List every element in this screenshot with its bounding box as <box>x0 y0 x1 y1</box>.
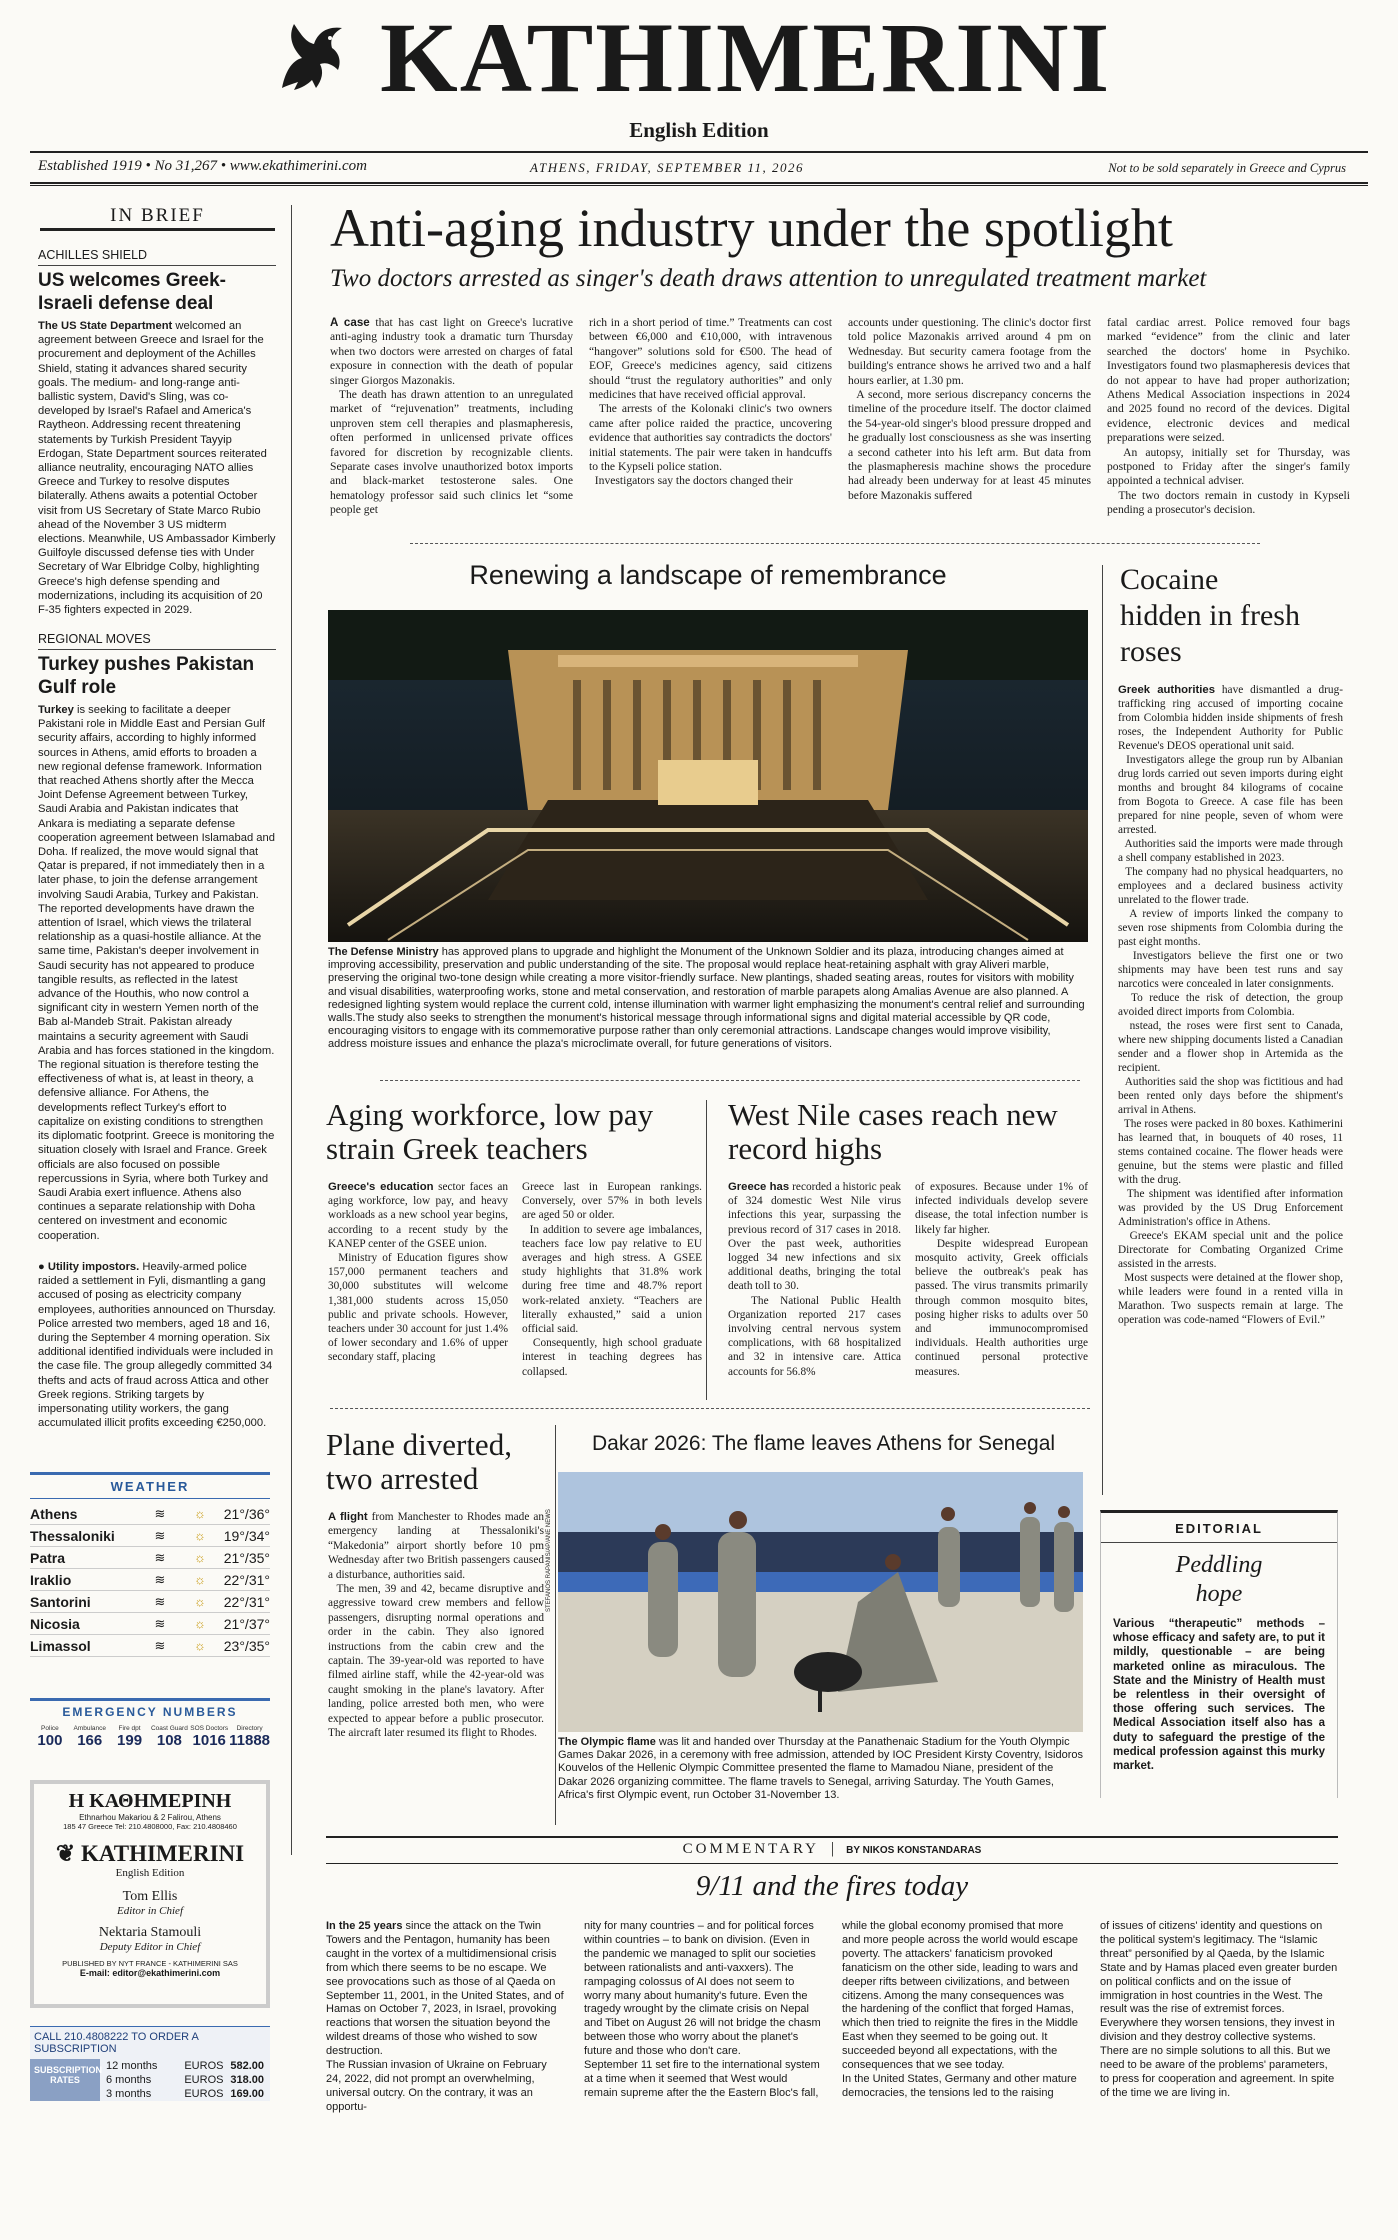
griffin-logo-icon <box>272 18 350 98</box>
weather-temp: 22°/31° <box>223 1593 270 1610</box>
emergency-label: Ambulance <box>73 1725 106 1732</box>
weather-row <box>30 1525 270 1547</box>
brief-lead: Turkey <box>38 704 74 716</box>
subscription-period: 12 months <box>106 2060 158 2072</box>
teachers-column: Greece's education sector faces an aging workforce, low pay, and heavy workloads as a new school year begins, according to a recent study by the KANEP center of the GSEE union. Ministry of Education figures show 157,000 permanent teachers and 30,000 substitutes will welcome 1,381,000 students across 15,050 public and private schools. However, teachers under 30 account for just 1.4% of lower secondary and 1.6% of upper secondary staff, placing <box>328 1181 509 1364</box>
griffin-logo-icon: ❦ <box>55 1841 76 1866</box>
westnile-column: of exposures. Because under 1% of infected individuals develop severe disease, the total infection number is likely far higher. Despite widespread European mosquito activity, Greek officials believe the outbreak's peak has passed. The virus transmits primarily through common mosquito bites, posing higher risks to adults over 50 and immunocompromised individuals. Health authorities urge continued personal protective measures. <box>915 1181 1088 1378</box>
weather-temp: 21°/37° <box>223 1615 270 1632</box>
emergency-number: 1016 <box>192 1732 226 1749</box>
emergency-number: 199 <box>117 1732 143 1749</box>
bullet-icon: ● <box>38 1261 45 1273</box>
subscription-currency: EUROS <box>184 2088 224 2100</box>
emergency-header: EMERGENCY NUMBERS <box>62 1705 238 1719</box>
emergency-item <box>30 1725 70 1749</box>
imprint-edition: English Edition <box>115 1867 185 1879</box>
westnile-headline: West Nile cases reach new record highs <box>728 1097 1058 1166</box>
editor-role: Editor in Chief <box>117 1905 183 1917</box>
teachers-body <box>328 1180 702 1379</box>
plane-body: A flight from Manchester to Rhodes made an emergency landing at Thessaloniki's “Makedonia” airport shortly before 10 pm Wednesday after two British passengers caused a disturbance, authorities said. The men, 39 and 42, became disruptive and aggressive toward crew members and fellow passengers, disrupting normal operations and order in the cabin. They also ignored instructions from the cabin crew and the captain. The 39-year-old was reported to have filmed airline staff, while the 42-year-old was caught smoking in the plane's lavatory. After landing, police arrested both men, who were expected to appear before a public prosecutor. The aircraft later resumed its flight to Rhodes. <box>328 1511 544 1740</box>
dakar-headline: Dakar 2026: The flame leaves Athens for Senegal <box>592 1432 1056 1455</box>
weather-city: Santorini <box>30 1593 91 1610</box>
imprint-address: 185 47 Greece Tel: 210.4808000, Fax: 210.4808460 <box>63 1822 237 1831</box>
brief-lead: The US State Department <box>38 320 173 332</box>
emergency-number: 166 <box>77 1732 103 1749</box>
sun-icon: ☼ <box>194 1550 206 1565</box>
commentary-column: nity for many countries – and for political forces within countries – to bank on division. (Even in the pandemic we managed to split our societies between rationalists and anti-vaxxers). The rampaging colossus of AI does not seem to worry many about humanity's future. Even the tragedy wrought by the climate crisis on Nepal and Tibet on August 26 will not bridge the chasm between those who worry about the planet's future and those who don't care. September 11 set fire to the international system at a time when it seemed that West would remain supreme after the the Eastern Bloc's fall, <box>584 1920 821 2099</box>
commentary-column: while the global economy promised that more and more people across the world would escape poverty. The attackers' fanaticism provoked fanaticism on the other side, leading to wars and deeper rifts between civilizations, and between citizens. Among the many consequences was the hardening of the conflict that forged Hamas, which then tried to reignite the fires in the Middle East when they seemed to be going out. It succeeded beyond all expectations, with the consequences that we see today. In the United States, Germany and other mature democracies, the tensions led to the raising <box>842 1920 1079 2099</box>
brief-text: is seeking to facilitate a deeper Pakistani role in Middle East and Persian Gulf security affairs, according to highly informed sources in Athens, amid efforts to broaden a new regional defense framework. Information that reached Athens shortly after the Mecca Joint Defense Agreement between Turkey, Saudi Arabia and Pakistan indicates that Ankara is mediating a separate defense cooperation agreement between Islamabad and Doha. If realized, the move would signal that Qatar is prepared, if not immediately then in a later phase, to join the defense arrangement involving Saudi Arabia, Turkey and Pakistan. The reported developments have drawn the attention of Israel, which views the trilateral relationship as a quasi-hostile alliance. At the same time, Pakistan's deeper involvement in Saudi security has not appeared to produce tangible results, as reflected in the latest advance of the Houthis, who now control a significant city in western Yemen north of the Bab al-Mandeb Strait. Pakistan already maintains a security agreement with Saudi Arabia and has forces stationed in the kingdom. The regional situation is therefore testing the effectiveness of what is, at least in theory, a defensive alliance. For Athens, the developments reflect Turkey's effort to capitalize on existing conditions to strengthen its diplomatic footprint. Greece is monitoring the situation closely with Israel and France. Greek officials are also focused on possible repercussions in Syria, where both Turkey and Saudi Arabia exert influence. Athens also continues a separate relationship with Doha centered on investment and economic cooperation. <box>38 704 275 1242</box>
deputy-name: Nektaria Stamouli <box>98 1925 202 1940</box>
wind-icon: ≋ <box>154 1527 166 1543</box>
dakar-photo <box>546 1472 1083 1732</box>
sun-icon: ☼ <box>194 1528 206 1543</box>
subscription-header: CALL 210.4808222 TO ORDER A SUBSCRIPTION <box>34 2031 199 2055</box>
brief-lead: Utility impostors. <box>47 1261 140 1273</box>
emergency-item <box>229 1725 270 1749</box>
sun-icon: ☼ <box>194 1638 206 1653</box>
imprint-title: KATHIMERINI <box>80 1841 245 1866</box>
caption-lead: The Defense Ministry <box>328 946 439 958</box>
subscription-price: 318.00 <box>230 2074 264 2086</box>
lead-column: rich in a short period of time.” Treatments can cost between €6,000 and €10,000, with intravenous “hangover” solutions sold for €500. The head of EOF, Greece's medicines agency, said citizens should “trust the regulatory authorities” and only medicines that have received official approval. The arrests of the Kolonaki clinic's two owners came after police raided the practice, uncovering evidence that authorities say contradicts the doctors' initial statements. The pair were taken in handcuffs to the Kypseli police station. Investigators say the doctors changed their <box>589 316 832 488</box>
established-line: Established 1919 • No 31,267 • www.ekathimerini.com <box>38 158 367 174</box>
in-brief-header: IN BRIEF <box>110 205 205 226</box>
brief-item-turkey <box>38 632 276 1243</box>
masthead <box>0 0 1398 190</box>
wind-icon: ≋ <box>154 1549 166 1565</box>
emergency-item <box>110 1725 150 1749</box>
weather-city: Athens <box>30 1505 78 1522</box>
weather-header: WEATHER <box>110 1479 190 1494</box>
greek-title: Η ΚΑΘΗΜΕΡΙΝΗ <box>68 1790 232 1812</box>
westnile-body <box>728 1180 1088 1379</box>
emergency-label: Fire dpt <box>118 1725 141 1732</box>
cocaine-headline: Cocaine hidden in fresh roses <box>1120 563 1300 668</box>
emergency-list <box>30 1725 270 1749</box>
weather-row <box>30 1591 270 1613</box>
subscription-price: 169.00 <box>230 2088 264 2100</box>
sun-icon: ☼ <box>194 1572 206 1587</box>
sun-icon: ☼ <box>194 1616 206 1631</box>
wind-icon: ≋ <box>154 1505 166 1521</box>
brief-item-utility <box>38 1260 276 1430</box>
weather-row <box>30 1569 270 1591</box>
commentary-body <box>326 1920 1338 2115</box>
commentary-byline: BY NIKOS KONSTANDARAS <box>846 1845 982 1856</box>
subscription-row <box>106 2073 264 2087</box>
wind-icon: ≋ <box>154 1615 166 1631</box>
dakar-caption <box>558 1736 1083 1802</box>
photo-credit: STEFANOS RAPANIS/AP/ANE NEWS <box>546 1509 552 1612</box>
subscription-period: 6 months <box>106 2074 152 2086</box>
masthead-title: KATHIMERINI <box>380 2 1112 113</box>
subscription-price: 582.00 <box>230 2060 264 2072</box>
lead-headline: Anti-aging industry under the spotlight <box>330 198 1173 258</box>
brief-text: Heavily-armed police raided a settlement in Fyli, dismantling a gang accused of posing as electricity company employees, authorities announced on Thursday. Police arrested two members, aged 18 and 16, during the September 4 morning operation. Six additional identified individuals were included in the case file. The group allegedly committed 34 thefts and acts of fraud across Attica and other Greek regions. Striking targets by impersonating utility workers, the gang accumulated illicit profits exceeding €250,000. <box>38 1261 276 1430</box>
subscription-currency: EUROS <box>184 2074 224 2086</box>
weather-row <box>30 1635 270 1657</box>
masthead-edition: English Edition <box>629 118 769 142</box>
lead-column: fatal cardiac arrest. Police removed four bags marked “evidence” from the clinic and later searched the doctors' home in Psychiko. Investigators found two plasmapheresis devices that do not appear to have had proper authorization; Athens Medical Association inspections in 2024 and 2025 found no record of the devices. Digital evidence, electronic devices and medical preparations were seized. An autopsy, initially set for Thursday, was postponed to Friday after the singer's family appointed a technical adviser. The two doctors remain in custody in Kypseli pending a prosecutor's decision. <box>1107 316 1350 517</box>
commentary-header-row: COMMENTARY | BY NIKOS KONSTANDARAS <box>682 1840 982 1857</box>
weather-list <box>30 1503 270 1657</box>
weather-temp: 21°/35° <box>223 1549 270 1566</box>
emergency-number: 11888 <box>229 1732 271 1749</box>
caption-text: was lit and handed over Thursday at the Panathenaic Stadium for the Youth Olympic Games Dakar 2026, in a ceremony with free admission, attended by IOC President Kirsty Coventry, Isidoros Kouvelos of the Hellenic Olympic Committee presented the flame to Mamadou Niane, president of the Dakar 2026 organizing committee. The flame travels to Senegal, arriving Saturday. The Youth Games, Africa's first Olympic event, run October 31-November 13. <box>558 1736 1083 1801</box>
editorial-header: EDITORIAL <box>1175 1521 1263 1536</box>
lead-deck: Two doctors arrested as singer's death draws attention to unregulated treatment market <box>330 265 1207 292</box>
subscription-rates <box>100 2059 270 2101</box>
emergency-label: Police <box>41 1725 59 1732</box>
wind-icon: ≋ <box>154 1637 166 1653</box>
commentary-headline: 9/11 and the fires today <box>695 1870 969 1902</box>
brief-kicker: REGIONAL MOVES <box>38 632 151 646</box>
brief-headline: US welcomes Greek-Israeli defense deal <box>38 270 226 314</box>
subscription-currency: EUROS <box>184 2060 224 2072</box>
weather-city: Nicosia <box>30 1615 80 1632</box>
weather-temp: 23°/35° <box>223 1637 270 1654</box>
email[interactable]: E-mail: editor@ekathimerini.com <box>79 1968 221 1978</box>
subscription-box <box>30 2026 270 2101</box>
teachers-headline: Aging workforce, low pay strain Greek teachers <box>326 1097 654 1166</box>
commentary-label: COMMENTARY <box>682 1841 819 1857</box>
monument-photo <box>328 610 1088 942</box>
publisher: PUBLISHED BY NYT FRANCE - KATHIMERINI SAS <box>62 1959 238 1968</box>
weather-box <box>30 1472 270 1657</box>
caption-lead: The Olympic flame <box>558 1736 656 1748</box>
deputy-role: Deputy Editor in Chief <box>99 1941 201 1953</box>
caption-text: has approved plans to upgrade and highlight the Monument of the Unknown Soldier and its plaza, introducing changes aimed at improving accessibility, preservation and public understanding of the site. The proposal would replace heat-retaining asphalt with gray Aliveri marble, preserving the original two-tone design while creating a more visitor-friendly surface. New plantings, shaded seating areas, routes for visitors with mobility and visual disabilities, waterproofing works, stone and metal conservation, and restoration of marble parapets along Amalias Avenue are also planned. A redesigned lighting system would replace the current cold, intense illumination with warmer light emphasizing the monument's central relief and surrounding walls.The study also seeks to strengthen the monument's historical message through informational signs and digital material accessible by QR code, encouraging visitors to engage with its commemorative purpose rather than only ceremonial attractions. Landscape changes would improve visibility, address moisture issues and enhance the plaza's microclimate overall, for future generations of visitors. <box>328 946 1085 1051</box>
teachers-column: Greece last in European rankings. Conversely, over 57% in both levels are aged 50 or older. In addition to severe age imbalances, teachers face low pay relative to EU averages and high stress. A GSEE study highlights that 31.8% work during free time and 48.7% report work-related anxiety. “Teachers are literally exhausted,” said a union official said. Consequently, high school graduate interest in teaching degrees has collapsed. <box>522 1181 702 1378</box>
sale-notice: Not to be sold separately in Greece and Cyprus <box>1108 161 1346 175</box>
editorial-text: Various “therapeutic” methods – whose efficacy and safety are, to put it mildly, questionable – are being marketed online as miraculous. The State and the Ministry of Health must be relentless in their oversight of those offering such services. The Medical Association itself also has a duty to safeguard the prestige of the medical profession against this murky market. <box>1113 1618 1325 1773</box>
lead-column: accounts under questioning. The clinic's doctor first told police Mazonakis arrived around 4 pm on Wednesday. But security camera footage from the building's entrance shows he arrived two and a half hours earlier, at 1.30 pm. A second, more serious discrepancy concerns the timeline of the procedure itself. The doctor claimed the 54-year-old singer's blood pressure dropped and he gradually lost consciousness as she was inserting a second catheter into his left arm. But data from the plasmapheresis machine shows the procedure had already been underway for at least 45 minutes before Mazonakis suffered <box>848 316 1091 502</box>
monument-image <box>328 610 1088 942</box>
emergency-item <box>149 1725 189 1749</box>
weather-city: Thessaloniki <box>30 1527 115 1544</box>
weather-row <box>30 1547 270 1569</box>
subscription-period: 3 months <box>106 2088 152 2100</box>
brief-kicker: ACHILLES SHIELD <box>38 248 148 262</box>
emergency-number: 108 <box>156 1732 182 1749</box>
lead-body <box>330 316 1350 518</box>
brief-text: welcomed an agreement between Greece and Israel for the procurement and deployment of the Achilles Shield, stating it advances shared security goals. The medium- and long-range anti-ballistic system, David's Sling, was co-developed by Israel's Rafael and America's Raytheon. Addressing recent threatening statements by Turkish President Tayyip Erdogan, State Department sources reiterated alliance neutrality, encouraging NATO allies Greece and Turkey to resolve disputes bilaterally. Athens awaits a potential October visit from US Secretary of State Marco Rubio ahead of the November 3 US midterm elections. Meanwhile, US Ambassador Kimberly Guilfoyle discussed defense ties with Under Secretary of War Elbridge Colby, highlighting Greece's high defense spending and modernizations, including its acquisition of 20 F-35 fighters expected in 2029. <box>38 320 276 617</box>
cocaine-body: Greek authorities have dismantled a drug-trafficking ring accused of importing cocaine from Colombia hidden inside shipments of fresh roses, the Independent Authority for Public Revenue's DEOS operational unit said. Investigators allege the group run by Albanian drug lords carried out seven imports during eight months and brought 84 kilograms of cocaine from Bogota to Greece. A case file has been prepared for nine people, seven of whom were arrested. Authorities said the imports were made through a shell company established in 2023. The company had no physical headquarters, no employees and a declared business activity unrelated to the flower trade. A review of imports linked the company to seven rose shipments from Colombia during the past eight months. Investigators believe the first one or two shipments may have been test runs and say narcotics were concealed in later consignments. To reduce the risk of detection, the group avoided direct imports from Colombia. nstead, the roses were first sent to Canada, where new shipping documents listed a Canadian sender and a flower shop in Artemida as the recipient. Authorities said the shop was fictitious and had been rented only days before the shipment's arrival in Athens. The roses were packed in 80 boxes. Kathimerini has learned that, in bouquets of 40 roses, 11 stems contained cocaine. The flower heads were genuine, but the stems were plastic and filled with the drug. The shipment was identified after information was provided by the US Drug Enforcement Administration's office in Athens. Greece's EKAM special unit and the police Directorate for Combating Organized Crime assisted in the arrests. Most suspects were detained at the flower shop, while leaders were found in a rented villa in Marathon. Two suspects remain at large. The operation was code-named “Flowers of Evil.” <box>1118 684 1343 1326</box>
monument-caption <box>328 946 1088 1052</box>
weather-temp: 21°/36° <box>223 1505 270 1522</box>
wind-icon: ≋ <box>154 1571 166 1587</box>
commentary-column: In the 25 years since the attack on the Twin Towers and the Pentagon, humanity has been caught in the vortex of a multidimensional crisis from which there seems to be no escape. We see provocations such as those of al Qaeda on September 11, 2001, in the United States, and of Hamas on October 7, 2023, in Israel, provoking reactions that worsen the situation beyond the wildest dreams of those who wished to sow destruction. The Russian invasion of Ukraine on February 24, 2022, did not prompt an overwhelming, universal outcry. On the contrary, it was an opportu- <box>326 1920 564 2113</box>
emergency-number: 100 <box>37 1732 63 1749</box>
imprint-address: Ethnarhou Makariou & 2 Falirou, Athens <box>79 1813 221 1822</box>
emergency-label: SOS Doctors <box>190 1725 229 1732</box>
emergency-box <box>30 1698 270 1749</box>
subscription-label: SUBSCRIPTION RATES <box>30 2059 100 2101</box>
lead-column: A case that has cast light on Greece's lucrative anti-aging industry took a dramatic turn Thursday when two doctors were arrested on charges of fatal exposure in connection with the death of popular singer Giorgos Mazonakis. The death has drawn attention to an unregulated market of “rejuvenation” treatments, including unproven stem cell therapies and plasmapheresis, often performed in unlicensed private offices favored for discretion by recognizable clients. Separate cases involve unauthorized botox imports and black-market testosterone sales. One hematology professor said such clinics let “some people get <box>330 316 573 517</box>
commentary-column: of issues of citizens' identity and questions on the political system's legitimacy. The “Islamic threat” personified by al Qaeda, by the Islamic State and by Hamas placed even greater burden on political conflicts and on the issue of immigration in host countries in the West. The result was the rise of extremist forces. Everywhere they worsen tensions, they invest in division and they destroy collective systems. There are no simple solutions to all this. But we need to be aware of the problems' parameters, to press for cooperation and agreement. In spite of the time we are living in. <box>1100 1920 1338 2099</box>
weather-row <box>30 1503 270 1525</box>
emergency-label: Directory <box>236 1725 263 1732</box>
dakar-image <box>558 1472 1083 1732</box>
weather-city: Iraklio <box>30 1571 72 1588</box>
emergency-item <box>189 1725 229 1749</box>
editor-name: Tom Ellis <box>122 1889 178 1904</box>
weather-row <box>30 1613 270 1635</box>
sun-icon: ☼ <box>194 1594 206 1609</box>
emergency-label: Coast Guard <box>150 1725 188 1732</box>
weather-temp: 22°/31° <box>223 1571 270 1588</box>
westnile-column: Greece has recorded a historic peak of 324 domestic West Nile virus infections this year, surpassing the previous record of 317 cases in 2018. Over the past week, authorities logged 34 new infections and six additional deaths, bringing the total death toll to 30. The National Public Health Organization reported 217 cases involving central nervous system complications, with 68 hospitalized and 32 in intensive care. Attica accounts for 56.8% <box>728 1181 901 1378</box>
editorial-box <box>1100 1510 1338 1798</box>
subscription-row <box>106 2059 264 2073</box>
brief-headline: Turkey pushes Pakistan Gulf role <box>38 654 255 698</box>
wind-icon: ≋ <box>154 1593 166 1609</box>
monument-headline: Renewing a landscape of remembrance <box>469 560 947 590</box>
weather-city: Limassol <box>30 1637 91 1654</box>
subscription-row <box>106 2087 264 2101</box>
imprint-box <box>30 1780 270 2008</box>
weather-city: Patra <box>30 1549 66 1566</box>
sun-icon: ☼ <box>194 1506 206 1521</box>
plane-headline: Plane diverted, two arrested <box>326 1427 512 1496</box>
brief-item-achilles <box>38 248 276 617</box>
emergency-item <box>70 1725 110 1749</box>
editorial-headline: Peddling hope <box>1175 1552 1263 1607</box>
weather-temp: 19°/34° <box>223 1527 270 1544</box>
dateline: ATHENS, FRIDAY, SEPTEMBER 11, 2026 <box>530 160 805 175</box>
